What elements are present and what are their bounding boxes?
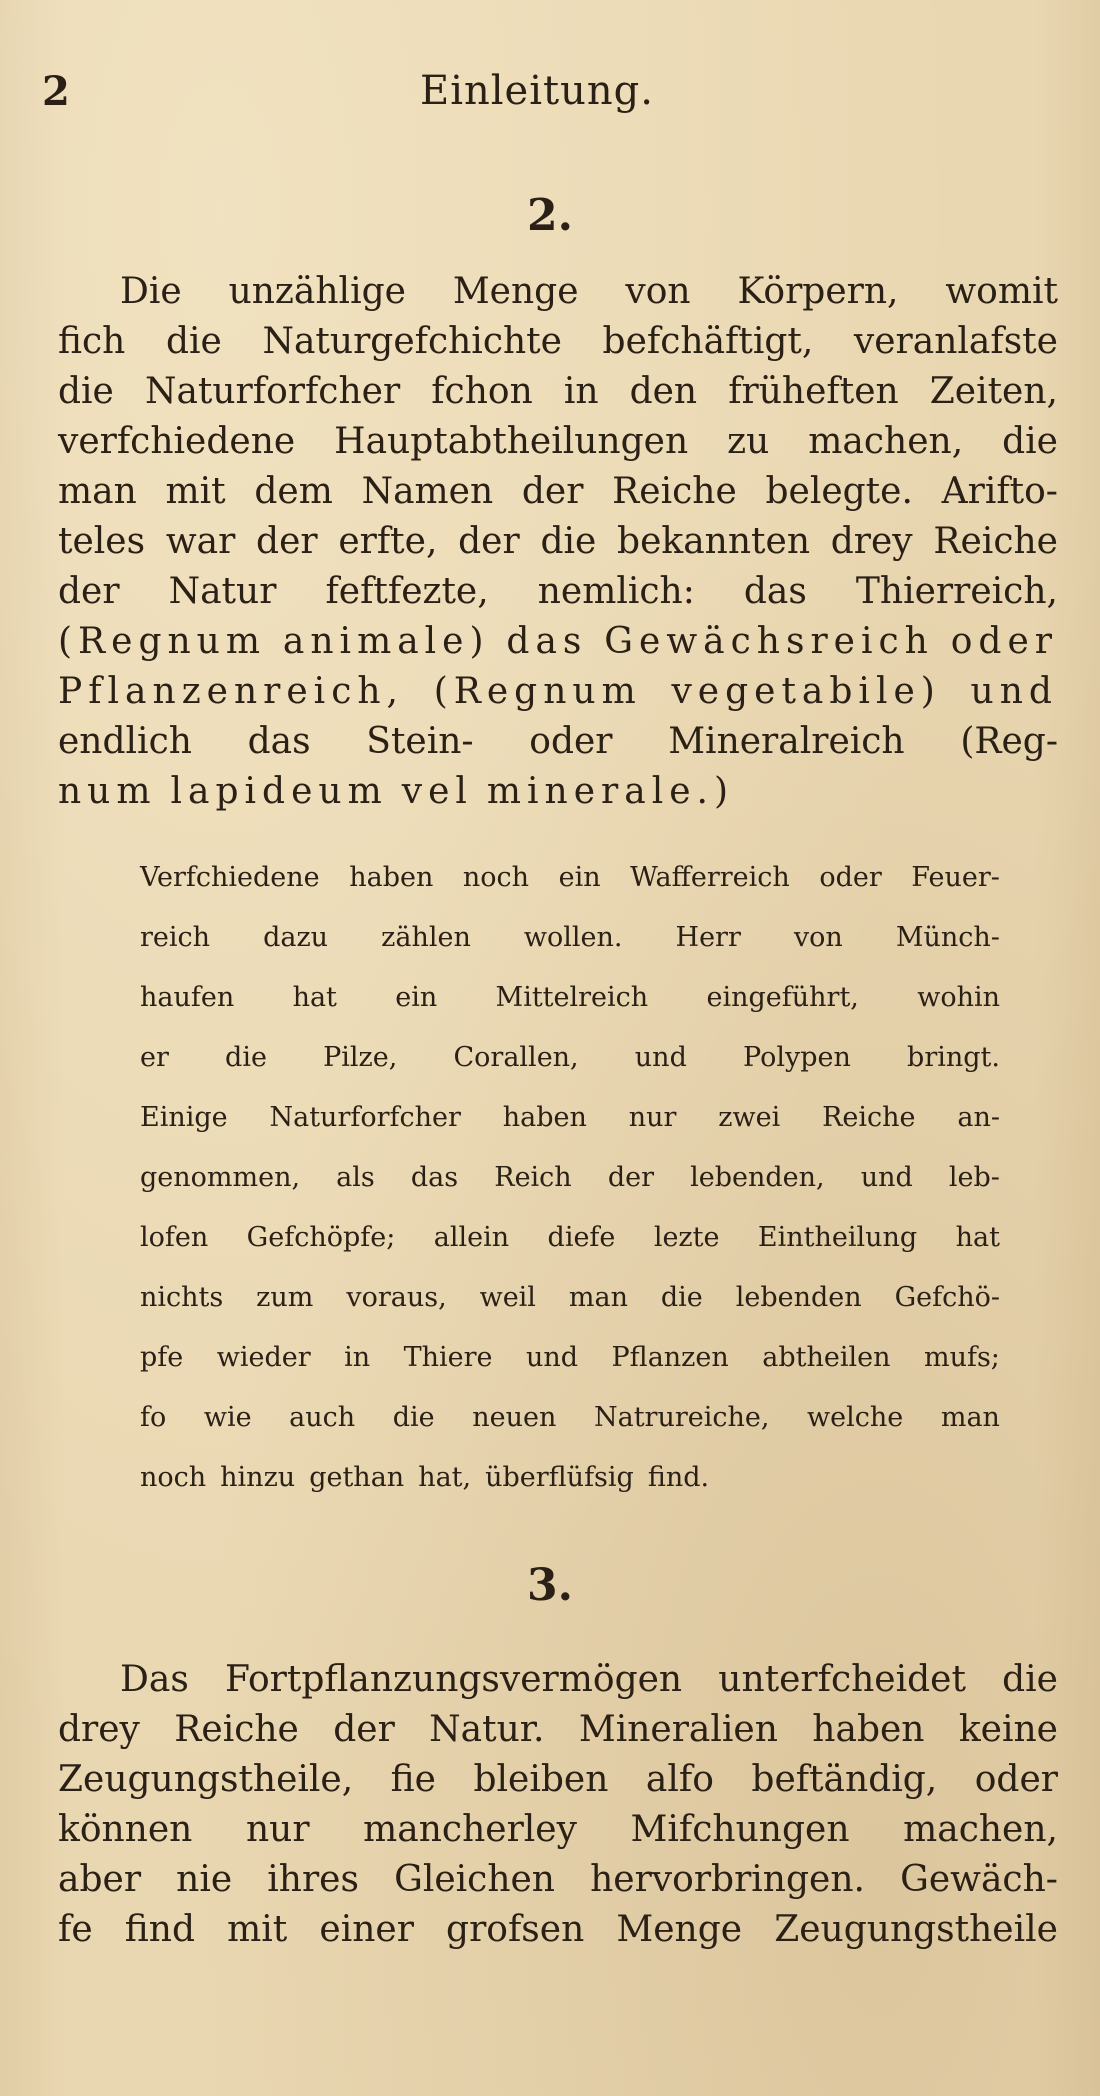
note-line: nichts zum voraus, weil man die lebenden Gefchö- xyxy=(140,1282,1000,1313)
text-line: num lapideum vel minerale.) xyxy=(58,771,735,812)
section-mark-2: 2. xyxy=(527,190,573,241)
text-line: verfchiedene Hauptabtheilungen zu machen, die xyxy=(58,421,1058,462)
note-line: lofen Gefchöpfe; allein diefe lezte Eintheilung hat xyxy=(140,1222,1000,1253)
text-line: Zeugungstheile, fie bleiben alfo beftändig, oder xyxy=(58,1759,1058,1800)
text-line: der Natur feftfezte, nemlich: das Thierreich, xyxy=(58,571,1058,612)
note-line: Verfchiedene haben noch ein Wafferreich oder Feuer- xyxy=(140,862,1000,893)
text-line: können nur mancherley Mifchungen machen, xyxy=(58,1809,1058,1850)
note-line: reich dazu zählen wollen. Herr von Münch- xyxy=(140,922,1000,953)
text-line: fe find mit einer grofsen Menge Zeugungstheile xyxy=(58,1909,1058,1950)
note-line: Einige Naturforfcher haben nur zwei Reiche an- xyxy=(140,1102,1000,1133)
note-line: haufen hat ein Mittelreich eingeführt, wohin xyxy=(140,982,1000,1013)
text-line: endlich das Stein- oder Mineralreich (Reg- xyxy=(58,721,1058,762)
text-line: die Naturforfcher fchon in den früheften Zeiten, xyxy=(58,371,1058,412)
text-line: fich die Naturgefchichte befchäftigt, veranlafste xyxy=(58,321,1058,362)
note-line: noch hinzu gethan hat, überflüfsig find. xyxy=(140,1462,710,1493)
note-line: fo wie auch die neuen Natrureiche, welche man xyxy=(140,1402,1000,1433)
note-line: pfe wieder in Thiere und Pflanzen abtheilen mufs; xyxy=(140,1342,1000,1373)
note-line: genommen, als das Reich der lebenden, und leb- xyxy=(140,1162,1000,1193)
text-line: aber nie ihres Gleichen hervorbringen. Gewäch- xyxy=(58,1859,1058,1900)
header-title: Einleitung. xyxy=(420,68,654,114)
section-mark-3: 3. xyxy=(527,1560,573,1611)
text-line: teles war der erfte, der die bekannten drey Reiche xyxy=(58,521,1058,562)
text-line: man mit dem Namen der Reiche belegte. Arifto- xyxy=(58,471,1058,512)
text-line: (Regnum animale) das Gewächsreich oder xyxy=(58,621,1058,662)
text-line: drey Reiche der Natur. Mineralien haben keine xyxy=(58,1709,1058,1750)
text-line: Das Fortpflanzungsvermögen unterfcheidet die xyxy=(120,1659,1058,1700)
text-line: Pflanzenreich, (Regnum vegetabile) und xyxy=(58,671,1058,712)
text-line: Die unzählige Menge von Körpern, womit xyxy=(120,271,1058,312)
page-number: 2 xyxy=(42,68,70,115)
note-line: er die Pilze, Corallen, und Polypen bringt. xyxy=(140,1042,1000,1073)
running-head xyxy=(0,68,1100,128)
